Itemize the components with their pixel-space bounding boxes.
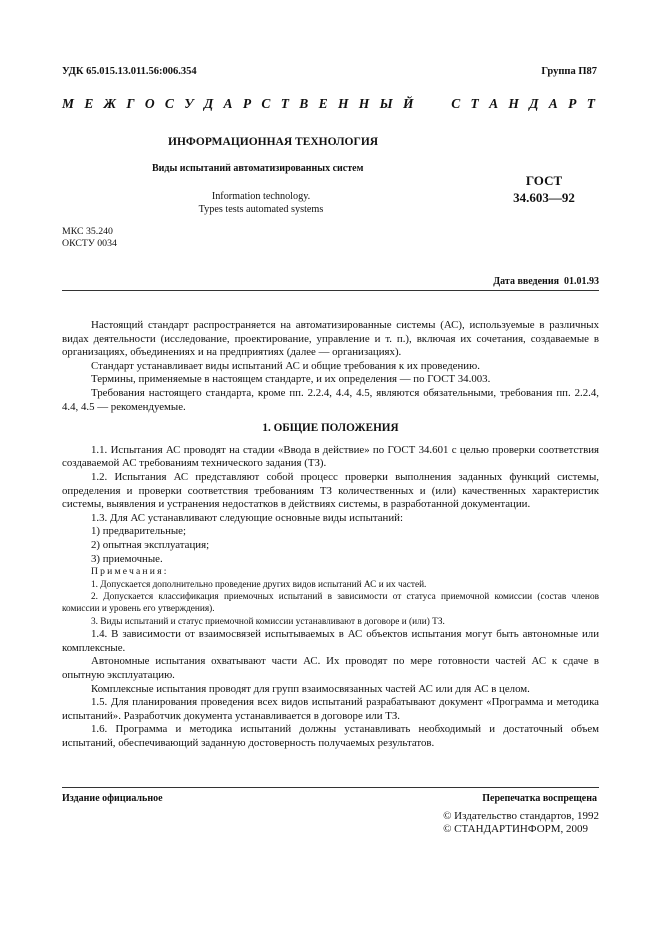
copyright-1992: © Издательство стандартов, 1992: [443, 810, 599, 822]
list-item: 2) опытная эксплуатация;: [91, 538, 210, 551]
paragraph-scope: Настоящий стандарт распространяется на автоматизированные системы (АС), используемые в различных видах деятельности (исследование, проектирование, управление и т. п.), включая их сочетания, создаваемые в организациях, объединениях и на предприятиях (далее — организациях).: [62, 319, 599, 359]
list-item: 1) предварительные;: [91, 525, 186, 538]
gost-label: ГОСТ: [525, 173, 563, 188]
banner-letter: С: [261, 96, 271, 111]
clause-1-1: 1.1. Испытания АС проводят на стадии «Ввода в действие» по ГОСТ 34.601 с целью проверки соответствия создаваемой АС требованиям технического задания (ТЗ).: [62, 443, 599, 470]
document-title: ИНФОРМАЦИОННАЯ ТЕХНОЛОГИЯ: [168, 136, 379, 148]
mks-code: МКС 35.240: [62, 226, 113, 237]
banner-letter: С: [164, 96, 174, 111]
copyright-block: [443, 810, 599, 836]
copyright-2009: © СТАНДАРТИНФОРМ, 2009: [443, 823, 589, 835]
banner-letter: Р: [568, 96, 577, 111]
banner-letter: А: [223, 96, 233, 111]
classification-codes: [62, 226, 117, 250]
clause-1-4-autonomous: Автономные испытания охватывают части АС. Их проводят по мере готовности частей АС к сдаче в опытную эксплуатацию.: [62, 655, 599, 681]
introduction-date-value: 01.01.93: [564, 276, 599, 287]
banner-letter: Е: [318, 96, 328, 111]
reprint-prohibited-label: Перепечатка воспрещена: [482, 793, 597, 804]
document-body: [62, 319, 599, 750]
banner-letter: А: [548, 96, 558, 111]
banner-letter: О: [144, 96, 155, 111]
section-heading: 1. ОБЩИЕ ПОЛОЖЕНИЯ: [262, 422, 399, 435]
clause-1-2: 1.2. Испытания АС представляют собой процесс проверки выполнения заданных функций системы, определения и проверки соответствия требованиям ТЗ количественных и (или) качественных характеристик системы, выявления и устранения недостатков в действиях системы, в разработанной документации.: [62, 470, 599, 511]
banner-letter: Й: [403, 96, 414, 111]
banner-letter: А: [489, 96, 499, 111]
banner-letter: Н: [337, 96, 349, 111]
date-divider: [62, 290, 599, 291]
document-subtitle: Виды испытаний автоматизированных систем: [152, 163, 364, 174]
banner-letter: У: [184, 96, 194, 111]
clause-1-6: 1.6. Программа и методика испытаний должны устанавливать необходимый и достаточный объем испытаний, обеспечивающий заданную достоверность получаемых результатов.: [62, 723, 599, 749]
clause-1-4: 1.4. В зависимости от взаимосвязей испытываемых в АС объектов испытания могут быть автономные или комплексные.: [62, 628, 599, 654]
banner-letter: Т: [586, 96, 595, 111]
banner-letter: Ж: [103, 96, 117, 111]
footer-divider: [62, 787, 599, 788]
banner-letter: С: [451, 96, 461, 111]
note-1: 1. Допускается дополнительно проведение других видов испытаний АС и их частей.: [91, 579, 427, 590]
note-2: 2. Допускается классификация приемочных испытаний в зависимости от статуса приемочной комиссии (состав членов комиссии и уровень его утверждения).: [62, 591, 599, 615]
interstate-standard-banner: [62, 96, 595, 112]
group-code: Группа П87: [541, 66, 597, 77]
clause-1-4-complex: Комплексные испытания проводят для групп взаимосвязанных частей АС или для АС в целом.: [91, 682, 530, 695]
udk-code: УДК 65.015.13.011.56:006.354: [62, 66, 197, 77]
banner-letter: Н: [508, 96, 519, 111]
clause-1-3: 1.3. Для АС устанавливают следующие основные виды испытаний:: [91, 511, 403, 524]
banner-letter: Д: [529, 96, 539, 111]
introduction-date: [493, 276, 599, 287]
banner-letter: Г: [126, 96, 135, 111]
banner-letter: Е: [84, 96, 94, 111]
paragraph-purpose: Стандарт устанавливает виды испытаний АС и общие требования к их проведению.: [91, 359, 480, 372]
introduction-date-label: Дата введения: [493, 276, 559, 287]
banner-letter: Т: [280, 96, 289, 111]
list-item: 3) приемочные.: [91, 552, 163, 565]
banner-letter: Р: [242, 96, 252, 111]
official-edition-label: Издание официальное: [62, 793, 163, 804]
banner-letter: Д: [203, 96, 214, 111]
paragraph-terms: Термины, применяемые в настоящем стандарте, и их определения — по ГОСТ 34.003.: [91, 373, 491, 386]
paragraph-requirements: Требования настоящего стандарта, кроме пп. 2.2.4, 4.4, 4.5, являются обязательными, требования пп. 2.2.4, 4.4, 4.5 — рекомендуемые.: [62, 386, 599, 413]
clause-1-5: 1.5. Для планирования проведения всех видов испытаний разрабатывают документ «Программа и методика испытаний». Разработчик документа устанавливается в договоре или ТЗ.: [62, 696, 599, 722]
notes-title: Примечания:: [91, 566, 169, 578]
english-title: [150, 190, 372, 216]
okstu-code: ОКСТУ 0034: [62, 238, 117, 249]
banner-letter: Н: [358, 96, 370, 111]
banner-letter: [438, 96, 441, 112]
gost-code: 34.603—92: [513, 190, 575, 205]
banner-letter: Ы: [379, 96, 393, 111]
banner-letter: Т: [470, 96, 479, 111]
gost-number: [488, 172, 600, 206]
banner-letter: [424, 96, 427, 112]
english-title-line-2: Types tests automated systems: [198, 204, 324, 215]
banner-letter: М: [62, 96, 75, 111]
banner-letter: В: [299, 96, 309, 111]
note-3: 3. Виды испытаний и статус приемочной комиссии устанавливают в договоре и (или) ТЗ.: [91, 616, 445, 627]
english-title-line-1: Information technology.: [211, 191, 311, 202]
